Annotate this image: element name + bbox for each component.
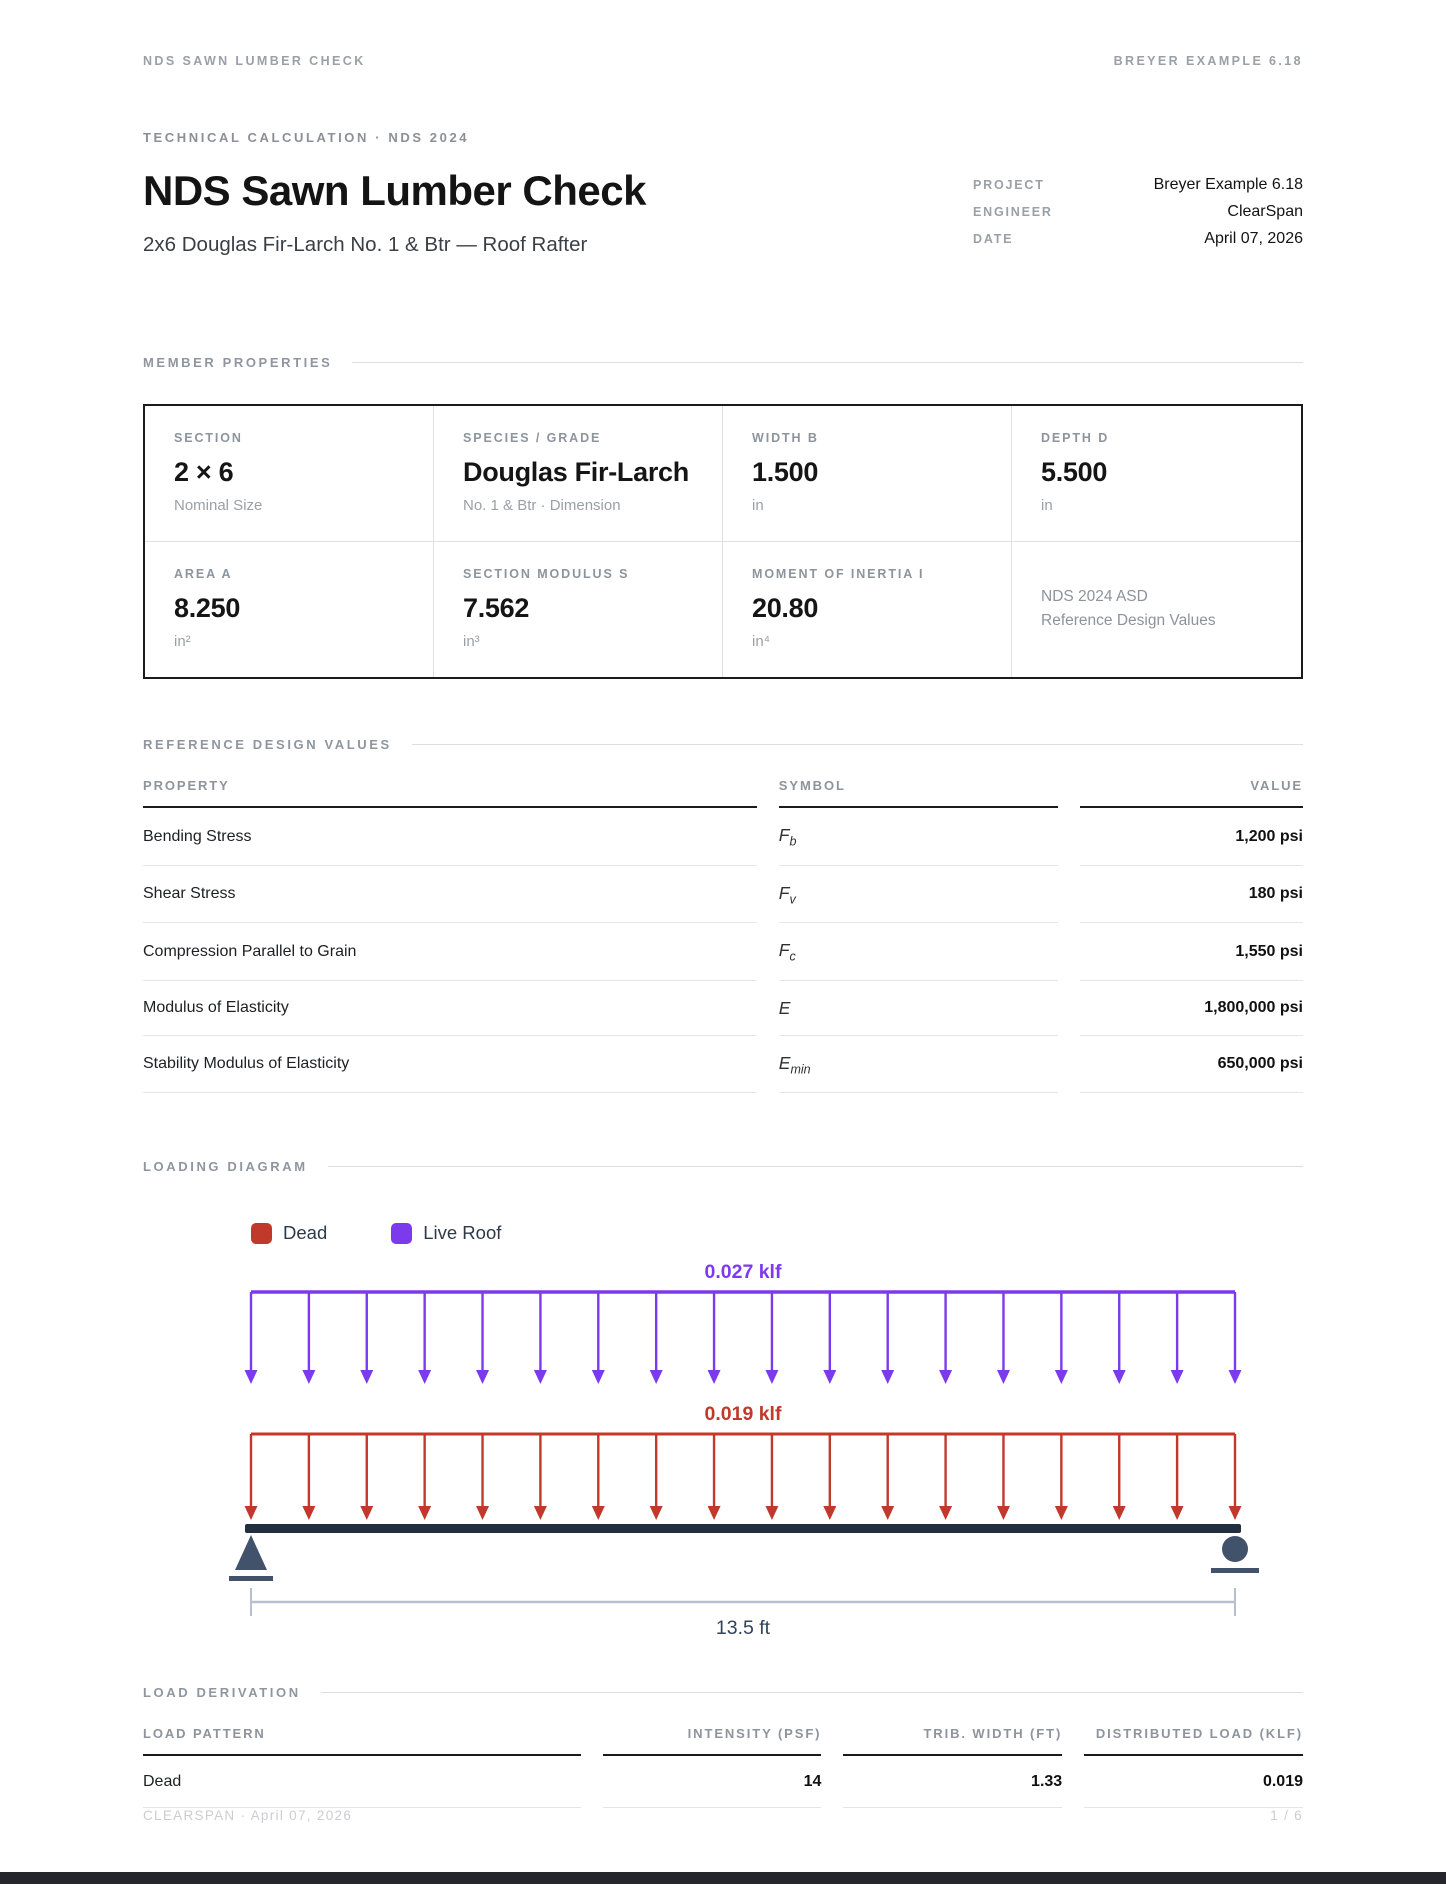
section-rule xyxy=(352,362,1303,363)
beam-loading-diagram xyxy=(143,1254,1303,1659)
property-name-cell: Bending Stress xyxy=(143,808,757,866)
derivation-table-body xyxy=(143,1756,1303,1808)
load-arrow-head xyxy=(997,1370,1010,1384)
property-unit: in² xyxy=(174,633,191,650)
table-row xyxy=(143,1036,1303,1094)
section-load-derivation xyxy=(143,1685,1303,1808)
eyebrow: TECHNICAL CALCULATION · NDS 2024 xyxy=(143,130,470,145)
property-note-line: Reference Design Values xyxy=(1041,611,1216,629)
property-label: MOMENT OF INERTIA I xyxy=(752,567,925,581)
beam xyxy=(245,1524,1241,1533)
legend-label: Dead xyxy=(283,1222,328,1243)
legend-item xyxy=(391,1222,501,1244)
load-arrow-head xyxy=(360,1370,373,1384)
property-unit: in xyxy=(1041,497,1053,514)
property-value: 8.250 xyxy=(174,593,241,623)
property-label: SPECIES / GRADE xyxy=(463,431,602,445)
symbol-text: $F_c$ xyxy=(778,940,796,964)
property-cell xyxy=(1012,542,1301,677)
meta-row xyxy=(973,203,1303,221)
footer-page-number: 1 / 6 xyxy=(1270,1808,1303,1823)
meta-label: DATE xyxy=(973,232,1014,246)
section-label: LOADING DIAGRAM xyxy=(143,1159,308,1174)
value-cell: 180 psi xyxy=(1080,866,1303,924)
load-arrow-head xyxy=(765,1370,778,1384)
property-value: 20.80 xyxy=(752,593,819,623)
load-arrow-head xyxy=(1055,1506,1068,1520)
property-cell xyxy=(723,542,1012,677)
property-label: SECTION MODULUS S xyxy=(463,567,630,581)
symbol-cell xyxy=(779,923,1058,981)
running-header-right: BREYER EXAMPLE 6.18 xyxy=(1113,54,1303,68)
property-cell xyxy=(145,406,434,542)
load-arrow-head xyxy=(245,1370,258,1384)
property-unit: No. 1 & Btr · Dimension xyxy=(463,497,621,514)
load-arrow-head xyxy=(1113,1506,1126,1520)
member-grid xyxy=(143,404,1303,679)
beam-diagram-svg xyxy=(143,1254,1303,1654)
load-arrow-head xyxy=(1229,1506,1242,1520)
table-row xyxy=(143,923,1303,981)
symbol-text: $F_v$ xyxy=(778,882,796,906)
table-row xyxy=(143,808,1303,866)
meta-value: April 07, 2026 xyxy=(1204,230,1303,247)
reference-table-header-row xyxy=(143,766,1303,808)
property-note-line: NDS 2024 ASD xyxy=(1041,587,1148,605)
load-pattern-cell: Dead xyxy=(143,1756,581,1808)
property-unit: Nominal Size xyxy=(174,497,263,514)
property-label: WIDTH B xyxy=(752,431,819,445)
property-value: 2 × 6 xyxy=(174,457,234,487)
value-cell: 1,200 psi xyxy=(1080,808,1303,866)
roller-support-base xyxy=(1211,1568,1259,1573)
legend-swatch-icon xyxy=(251,1223,272,1244)
property-cell xyxy=(145,542,434,677)
column-header-distributed-load: DISTRIBUTED LOAD (KLF) xyxy=(1084,1714,1303,1756)
property-name-cell: Modulus of Elasticity xyxy=(143,981,757,1036)
pin-support-icon xyxy=(235,1535,267,1570)
load-derivation-table xyxy=(121,1714,1325,1808)
table-row xyxy=(143,981,1303,1036)
roller-support-icon xyxy=(1222,1536,1248,1562)
load-arrow-head xyxy=(1055,1370,1068,1384)
load-arrow-head xyxy=(650,1506,663,1520)
load-arrow-head xyxy=(476,1370,489,1384)
column-header-symbol: SYMBOL xyxy=(779,766,1058,808)
intensity-cell: 14 xyxy=(603,1756,822,1808)
section-head xyxy=(143,1685,1303,1700)
symbol-text: $E_{min}$ xyxy=(778,1052,811,1076)
live-roof-load-label: 0.027 klf xyxy=(704,1261,782,1283)
value-cell: 1,800,000 psi xyxy=(1080,981,1303,1036)
meta-value: ClearSpan xyxy=(1227,203,1303,220)
trib-width-cell: 1.33 xyxy=(843,1756,1062,1808)
load-arrow-head xyxy=(997,1506,1010,1520)
legend-item xyxy=(251,1222,327,1244)
load-arrow-head xyxy=(534,1506,547,1520)
property-cell xyxy=(723,406,1012,542)
column-header-intensity: INTENSITY (PSF) xyxy=(603,1714,822,1756)
reference-table-body xyxy=(143,808,1303,1093)
legend-label: Live Roof xyxy=(423,1222,502,1243)
property-unit: in⁴ xyxy=(752,633,771,650)
meta-list xyxy=(973,176,1303,257)
load-arrow-head xyxy=(534,1370,547,1384)
column-header-property: PROPERTY xyxy=(143,766,757,808)
section-rule xyxy=(412,744,1303,745)
span-length-label: 13.5 ft xyxy=(715,1617,771,1639)
section-member-properties xyxy=(143,355,1303,679)
section-label: REFERENCE DESIGN VALUES xyxy=(143,737,392,752)
load-arrow-head xyxy=(418,1506,431,1520)
load-arrow-head xyxy=(418,1370,431,1384)
symbol-cell xyxy=(779,1036,1058,1094)
property-unit: in³ xyxy=(463,633,480,650)
property-cell xyxy=(434,542,723,677)
property-label: AREA A xyxy=(174,567,233,581)
legend-swatch-icon xyxy=(391,1223,412,1244)
load-arrow-head xyxy=(881,1506,894,1520)
table-row xyxy=(143,1756,1303,1808)
load-arrow-head xyxy=(1229,1370,1242,1384)
load-arrow-head xyxy=(302,1370,315,1384)
live-roof-load-arrows xyxy=(245,1292,1242,1384)
meta-row xyxy=(973,176,1303,194)
page-title: NDS Sawn Lumber Check xyxy=(143,167,646,214)
load-arrow-head xyxy=(1171,1370,1184,1384)
value-cell: 650,000 psi xyxy=(1080,1036,1303,1094)
property-label: SECTION xyxy=(174,431,243,445)
symbol-text: E xyxy=(778,997,791,1018)
symbol-cell xyxy=(779,808,1058,866)
property-name-cell: Shear Stress xyxy=(143,866,757,924)
property-value: 1.500 xyxy=(752,457,819,487)
load-arrow-head xyxy=(650,1370,663,1384)
symbol-cell xyxy=(779,981,1058,1036)
title-group xyxy=(143,130,646,257)
property-unit: in xyxy=(752,497,764,514)
value-cell: 1,550 psi xyxy=(1080,923,1303,981)
load-arrow-head xyxy=(245,1506,258,1520)
page-bottom-bar xyxy=(0,1872,1446,1884)
property-value: 7.562 xyxy=(463,593,530,623)
property-label: DEPTH D xyxy=(1041,431,1110,445)
load-arrow-head xyxy=(1113,1370,1126,1384)
running-header xyxy=(143,54,1303,68)
reference-table xyxy=(121,766,1325,1093)
section-head xyxy=(143,737,1303,752)
property-cell xyxy=(434,406,723,542)
column-header-trib-width: TRIB. WIDTH (FT) xyxy=(843,1714,1062,1756)
meta-value: Breyer Example 6.18 xyxy=(1153,176,1303,193)
load-arrow-head xyxy=(360,1506,373,1520)
section-label: LOAD DERIVATION xyxy=(143,1685,301,1700)
meta-label: ENGINEER xyxy=(973,205,1053,219)
running-header-left: NDS SAWN LUMBER CHECK xyxy=(143,54,366,68)
property-cell xyxy=(1012,406,1301,542)
page-footer xyxy=(143,1808,1303,1903)
section-reference-values xyxy=(143,737,1303,1093)
load-arrow-head xyxy=(476,1506,489,1520)
property-name-cell: Stability Modulus of Elasticity xyxy=(143,1036,757,1094)
load-arrow-head xyxy=(708,1370,721,1384)
load-arrow-head xyxy=(592,1370,605,1384)
page-subtitle: 2x6 Douglas Fir-Larch No. 1 & Btr — Roof Rafter xyxy=(143,233,588,256)
section-rule xyxy=(328,1166,1303,1167)
diagram-legend xyxy=(251,1222,1303,1244)
dead-load-arrows xyxy=(245,1434,1242,1520)
load-arrow-head xyxy=(592,1506,605,1520)
property-value: 5.500 xyxy=(1041,457,1108,487)
load-arrow-head xyxy=(823,1370,836,1384)
load-arrow-head xyxy=(939,1506,952,1520)
meta-row xyxy=(973,230,1303,248)
pin-support-base xyxy=(229,1576,273,1581)
section-rule xyxy=(321,1692,1303,1693)
load-arrow-head xyxy=(765,1506,778,1520)
section-head xyxy=(143,1159,1303,1174)
section-head xyxy=(143,355,1303,370)
load-arrow-head xyxy=(1171,1506,1184,1520)
footer-left: CLEARSPAN · April 07, 2026 xyxy=(143,1808,353,1823)
distributed-load-cell: 0.019 xyxy=(1084,1756,1303,1808)
derivation-table-header-row xyxy=(143,1714,1303,1756)
meta-label: PROJECT xyxy=(973,178,1045,192)
property-name-cell: Compression Parallel to Grain xyxy=(143,923,757,981)
property-value: Douglas Fir-Larch xyxy=(463,457,689,487)
symbol-text: $F_b$ xyxy=(778,825,797,849)
column-header-value: VALUE xyxy=(1080,766,1303,808)
section-loading-diagram xyxy=(143,1159,1303,1659)
load-arrow-head xyxy=(881,1370,894,1384)
load-arrow-head xyxy=(939,1370,952,1384)
load-arrow-head xyxy=(302,1506,315,1520)
table-row xyxy=(143,866,1303,924)
section-label: MEMBER PROPERTIES xyxy=(143,355,333,370)
title-block xyxy=(143,130,1303,257)
load-arrow-head xyxy=(708,1506,721,1520)
column-header-load-pattern: LOAD PATTERN xyxy=(143,1714,581,1756)
symbol-cell xyxy=(779,866,1058,924)
load-arrow-head xyxy=(823,1506,836,1520)
dead-load-label: 0.019 klf xyxy=(704,1403,782,1425)
